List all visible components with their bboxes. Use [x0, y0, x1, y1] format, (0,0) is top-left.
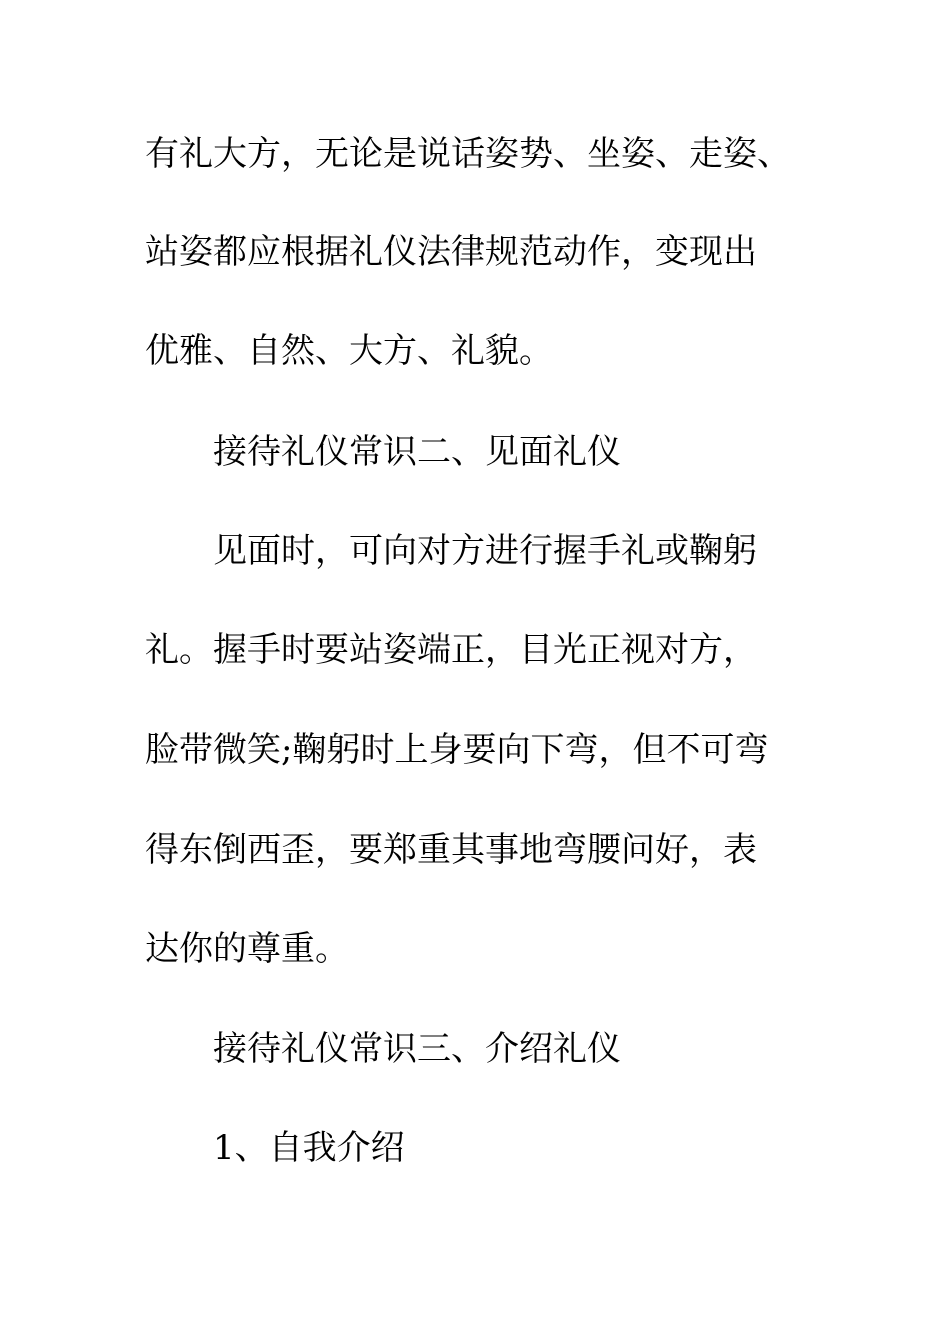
paragraph-line: 礼。握手时要站姿端正，目光正视对方，	[145, 630, 757, 670]
paragraph-line: 见面时，可向对方进行握手礼或鞠躬	[213, 531, 757, 571]
paragraph-line: 脸带微笑;鞠躬时上身要向下弯，但不可弯	[145, 730, 769, 770]
paragraph-line: 得东倒西歪，要郑重其事地弯腰问好，表	[145, 830, 757, 870]
paragraph-line: 站姿都应根据礼仪法律规范动作，变现出	[145, 232, 757, 272]
subsection-heading: 1、自我介绍	[213, 1128, 405, 1168]
section-heading: 接待礼仪常识三、介绍礼仪	[213, 1029, 621, 1069]
paragraph-line: 达你的尊重。	[145, 929, 349, 969]
paragraph-line: 优雅、自然、大方、礼貌。	[145, 331, 553, 371]
paragraph-line: 有礼大方，无论是说话姿势、坐姿、走姿、	[145, 134, 791, 174]
section-heading: 接待礼仪常识二、见面礼仪	[213, 432, 621, 472]
